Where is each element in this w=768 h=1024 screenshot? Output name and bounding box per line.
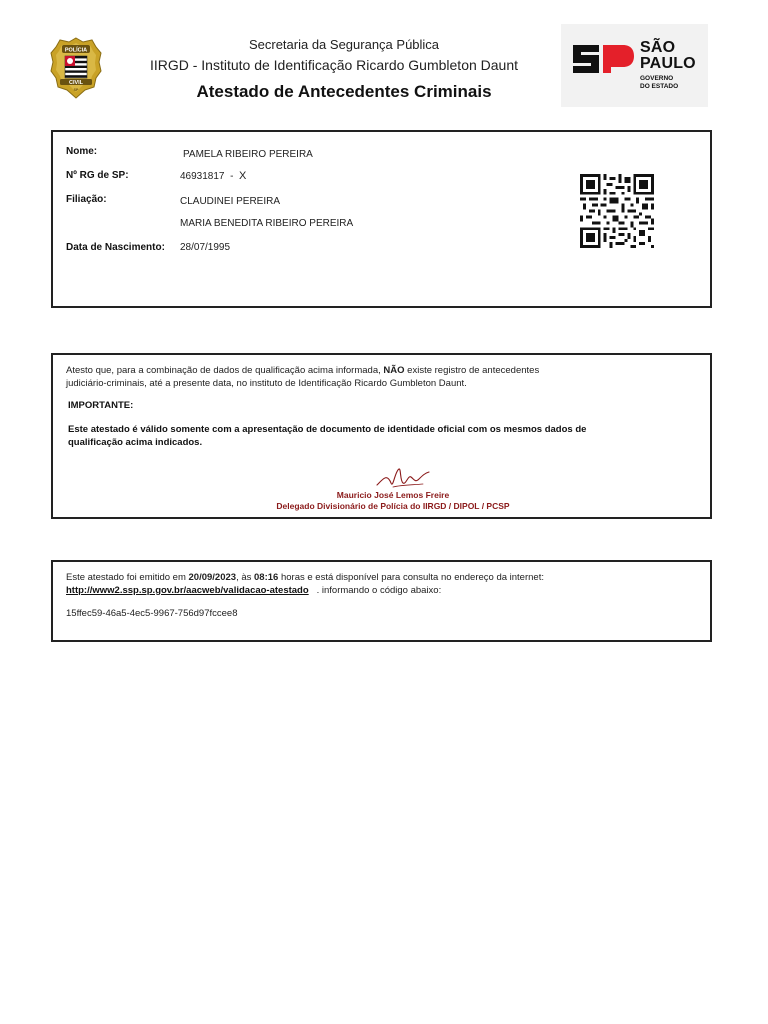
sp-logo-icon [571, 43, 635, 75]
svg-text:SP: SP [73, 88, 79, 92]
emission-text: Este atestado foi emitido em 20/09/2023, às 08:16 horas e está disponível para consulta no endereço da internet: http://www2.ssp.sp.gov.br/aacweb/validacao-atestado . informando o código abaixo: [66, 572, 544, 596]
sao-paulo-government-logo [561, 24, 708, 107]
validation-link[interactable]: http://www2.ssp.sp.gov.br/aacweb/validacao-atestado [66, 584, 309, 596]
birth-value: 28/07/1995 [180, 242, 231, 253]
important-label: IMPORTANTE: [68, 400, 134, 411]
rg-label: Nº RG de SP: [66, 170, 129, 181]
logo-wordmark: SÃO PAULO [640, 39, 696, 72]
policia-civil-badge-icon [50, 37, 102, 99]
parent-1: CLAUDINEI PEREIRA [180, 196, 281, 207]
signature-block [273, 463, 513, 511]
header [0, 0, 768, 120]
attestation-text: Atesto que, para a combinação de dados de qualificação acima informada, NÃO existe registro de antecedentes judiciário-criminais, até a presente data, no instituto de Identificação Ricardo Gumbleton Daunt. [66, 365, 540, 389]
validation-code: 15ffec59-46a5-4ec5-9967-756d97fccee8 [66, 608, 238, 619]
emission-time: 08:16 [254, 572, 279, 583]
qr-code-icon [578, 174, 656, 248]
rg-value [180, 170, 246, 182]
name-value: PAMELA RIBEIRO PEREIRA [183, 149, 313, 160]
document-title: Atestado de Antecedentes Criminais [196, 82, 492, 101]
signer-role: Delegado Divisionário de Polícia do IIRGD / DIPOL / PCSP [276, 501, 510, 511]
svg-text:POLÍCIA: POLÍCIA [64, 47, 88, 54]
svg-text:CIVIL: CIVIL [68, 80, 84, 86]
rg-digit: X [238, 170, 247, 182]
secretaria-title: Secretaria da Segurança Pública [248, 37, 440, 52]
emission-date: 20/09/2023 [188, 572, 237, 583]
filiacao-label: Filiação: [66, 194, 107, 205]
identity-section [51, 130, 712, 308]
logo-subtitle: GOVERNO DO ESTADO [640, 75, 679, 90]
name-label: Nome: [66, 146, 98, 157]
signature-scribble-icon [373, 463, 433, 493]
birth-label: Data de Nascimento: [66, 242, 165, 253]
important-text: Este atestado é válido somente com a apresentação de documento de identidade oficial com os mesmos dados de qualificação acima indicados. [68, 424, 587, 448]
rg-separator: - [230, 171, 234, 182]
parent-2: MARIA BENEDITA RIBEIRO PEREIRA [180, 218, 354, 229]
emission-section [51, 560, 712, 642]
signer-name: Mauricio José Lemos Freire [336, 490, 450, 500]
institute-title: IIRGD - Instituto de Identificação Ricardo Gumbleton Daunt [149, 57, 519, 73]
attestation-section [51, 353, 712, 519]
rg-number: 46931817 [180, 171, 225, 182]
